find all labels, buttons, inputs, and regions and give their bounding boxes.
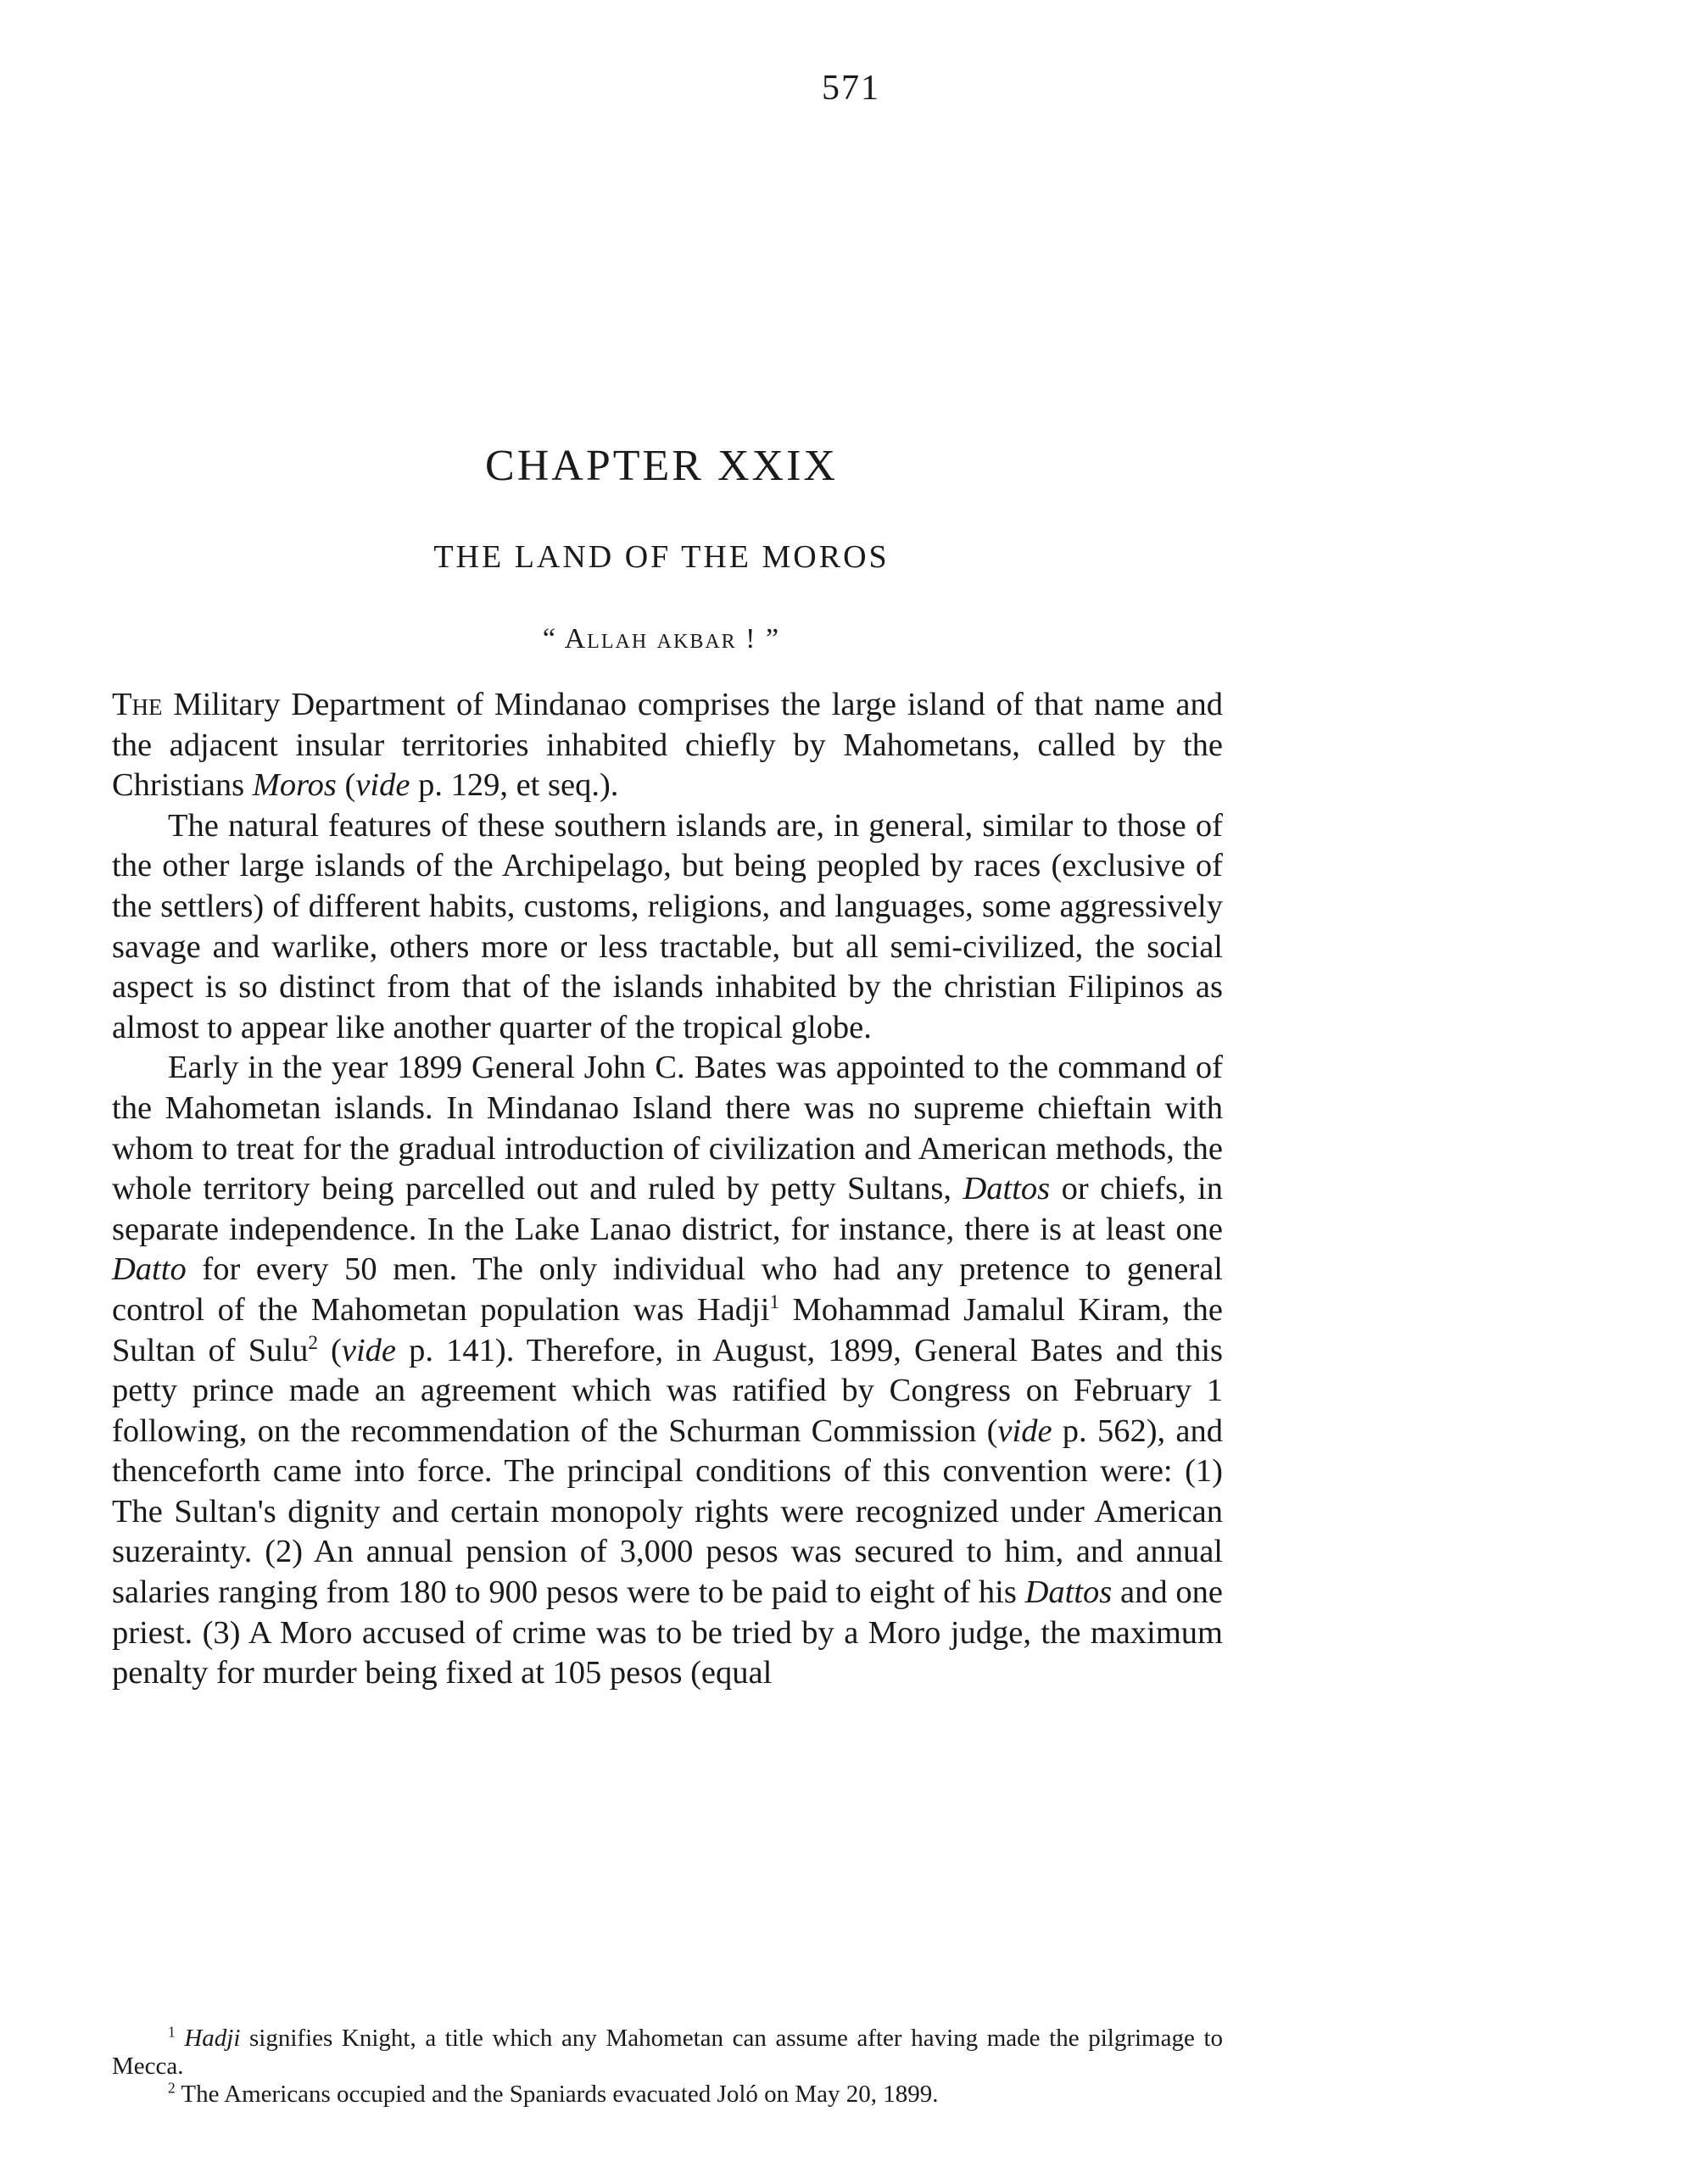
footnote-2 <box>112 2081 1223 2109</box>
chapter-title: CHAPTER XXIX <box>485 442 838 490</box>
text-run: Mohammad Jamalul Kiram, the Sultan of Sulu <box>112 1291 1223 1368</box>
paragraph-1 <box>112 685 1223 806</box>
epigraph: “ Allah akbar ! ” <box>542 623 781 655</box>
footnote-mark: 2 <box>168 2079 176 2097</box>
paragraph-3 <box>112 1048 1223 1694</box>
lead-word: The <box>112 687 163 722</box>
text-run: and one priest. (3) A Moro accused of crime was to be tried by a Moro judge, the maximum penalty for murder being fixed at 105 pesos (equal <box>112 1574 1223 1691</box>
body-text <box>112 685 1223 1694</box>
italic-term: Hadji <box>184 2025 241 2052</box>
text-run: Military Department of Mindanao comprises the large island of that name and the adjacent insular territories inhabited chiefly by Mahometans, called by the Christians <box>112 687 1223 804</box>
footnote-ref: 1 <box>769 1290 779 1313</box>
text-run: p. 141). Therefore, in August, 1899, General Bates and this petty prince made an agreement which was ratified by Congress on February 1 following, on the recommendation of the Schurman Commission ( <box>112 1332 1224 1449</box>
footnote-text: signifies Knight, a title which any Mahometan can assume after having made the pilgrimage to Mecca. <box>112 2025 1224 2080</box>
italic-term: Moros <box>252 767 337 804</box>
text-run: ( <box>317 1332 342 1368</box>
page-number: 571 <box>822 69 880 108</box>
italic-term: vide <box>355 767 410 804</box>
footnotes <box>112 2025 1223 2109</box>
chapter-subtitle: THE LAND OF THE MOROS <box>433 539 890 575</box>
footnote-text: The Americans occupied and the Spaniards evacuated Joló on May 20, 1899. <box>175 2081 939 2108</box>
text-run: p. 129, et seq.). <box>410 767 619 804</box>
footnote-ref: 2 <box>308 1330 318 1353</box>
italic-term: vide <box>341 1332 396 1368</box>
text-run: ( <box>336 767 356 804</box>
text-run: p. 562), and thenceforth came into force. The principal conditions of this convention were: (1) The Sultan's dignity and certain monopoly rights were recognized under American suzerainty. (2) An annual pension of 3,000 pesos was secured to him, and annual salaries ranging from 180 to 900 pesos were to be paid to eight of his <box>112 1412 1223 1611</box>
text-run: for every 50 men. The only individual who had any pretence to general control of the Mahometan population was Hadji <box>112 1251 1223 1328</box>
italic-term: Dattos <box>963 1171 1051 1207</box>
text-run: Early in the year 1899 General John C. Bates was appointed to the command of the Mahometan islands. In Mindanao Island there was no supreme chieftain with whom to treat for the gradual introduction of civilization and American methods, the whole territory being parcelled out and ruled by petty Sultans, <box>112 1050 1223 1207</box>
footnote-1 <box>112 2025 1223 2081</box>
italic-term: vide <box>997 1412 1052 1449</box>
italic-term: Datto <box>112 1251 187 1288</box>
footnote-mark: 1 <box>168 2023 176 2041</box>
text-run: or chiefs, in separate independence. In the Lake Lanao district, for instance, there is at least one <box>112 1171 1224 1247</box>
italic-term: Dattos <box>1024 1574 1113 1611</box>
paragraph-2: The natural features of these southern islands are, in general, similar to those of the other large islands of the Archipelago, but being peopled by races (exclusive of the settlers) of different habits, customs, religions, and languages, some aggressively savage and warlike, others more or less tractable, but all semi-civilized, the social aspect is so distinct from that of the islands inhabited by the christian Filipinos as almost to appear like another quarter of the tropical globe. <box>112 807 1223 1045</box>
